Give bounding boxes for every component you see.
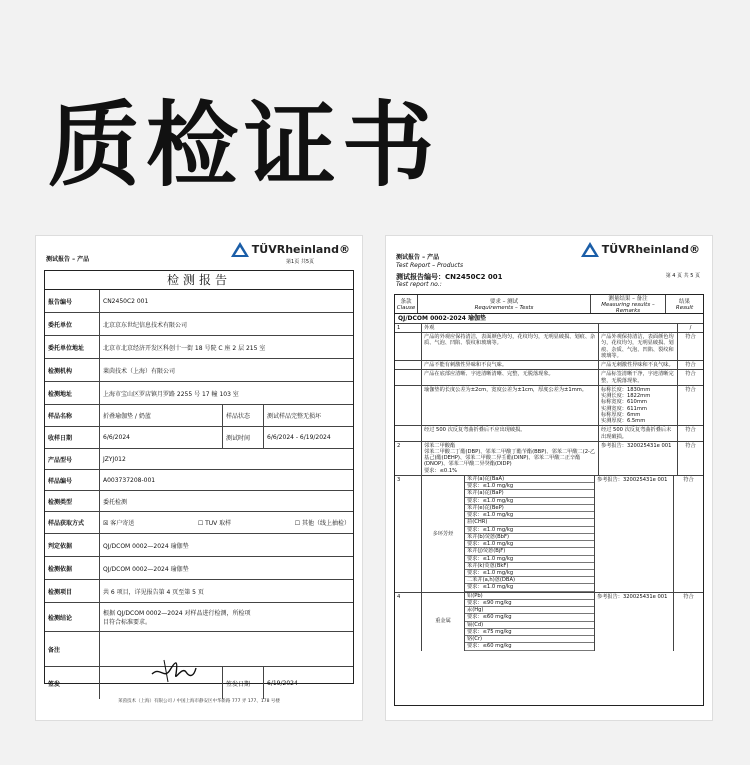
info-row: 样品编号 A003737208-001 — [45, 470, 353, 491]
info-row: 判定依据 QJ/DCOM 0002—2024 瑜伽垫 — [45, 534, 353, 557]
list-item: 要求：≤1.0 mg/kg — [465, 584, 594, 591]
info-row: 检测地址 上海市宝山区罗店镇月罗路 2255 号 17 幢 103 室 — [45, 382, 353, 405]
signature-image — [150, 656, 198, 684]
info-row: 委托单位地址 北京市北京经济开发区科创十一街 18 号院 C 座 2 层 215 室 — [45, 336, 353, 359]
info-row: 检测依据 QJ/DCOM 0002—2024 瑜伽垫 — [45, 557, 353, 580]
list-item: 苯并(j)荧蒽(BjF) — [465, 548, 594, 555]
headline-title: 质检证书 — [48, 92, 441, 199]
list-item: 要求：≤1.0 mg/kg — [465, 556, 594, 563]
method-option: ☐ TUV 取样 — [197, 520, 232, 527]
info-row: 委托单位 北京京东世纪信息技术有限公司 — [45, 313, 353, 336]
list-item: 要求：≤1.0 mg/kg — [465, 570, 594, 577]
list-item: 铬(Cr) — [465, 636, 594, 643]
list-item: 汞(Hg) — [465, 607, 594, 614]
tuv-logo — [581, 242, 700, 257]
list-item: 要求：≤90 mg/kg — [465, 600, 594, 607]
list-item: 䓛(CHR) — [465, 519, 594, 526]
tuv-logo — [231, 242, 350, 257]
table-row: 1 外观 / — [395, 324, 703, 333]
table-row: 经过 500 次反复弯曲折叠后不应出现破损。 经过 500 次反复弯曲折叠后未出现破损。 符合 — [395, 426, 703, 441]
list-item: 苯并(b)荧蒽(BbF) — [465, 534, 594, 541]
report-page-1 — [36, 236, 362, 720]
list-item: 要求：≤60 mg/kg — [465, 643, 594, 650]
table-row: 产品的外观应保持清洁，表面颜色均匀，花纹均匀，无明显破损、划痕、杂质、气泡、凹陷、裂纹和玻璃等。 产品外观保持清洁，表面颜色均匀，花纹均匀，无明显破损、划痕、杂质、气泡、凹陷、裂纹和玻璃等。 符合 — [395, 333, 703, 361]
conclusion-row: 检测结论 根据 QJ/DCOM 0002—2024 对样品进行检测，所检项目符合标准要求。 — [45, 603, 353, 632]
report-number-title: 测试报告编号：CN2450C2 001 — [396, 273, 503, 281]
table-row: 产品在底部应清晰、字迹清晰清晰、完整，无脱落现象。 产品标签清晰干净，字迹清晰完整，无脱落现象。 符合 — [395, 370, 703, 385]
table-row: 3 多环芳烃 苯并(a)芘(BaA) 要求：≤1.0 mg/kg 苯并(a)芘(BaP) 要求：≤1.0 mg/kg 苯并(e)芘(BeP) 要求：≤1.0 mg/kg 䓛(CHR) 要求：≤1.0 mg/kg 苯并(b)荧蒽(BbF) 要求：≤1.0 mg/kg 苯并(j)荧蒽(BjF) 要求：≤1.0 mg/kg 苯并(k)荧蒽(BkF) 要求：≤1.0 mg/kg 二苯并(a,h)蒽(DBA) 要求：≤1.0 mg/kg 参考报告：320025431e 001 符合 — [395, 476, 703, 593]
tuv-triangle-icon — [581, 242, 599, 257]
info-row: 报告编号 CN2450C2 001 — [45, 290, 353, 313]
list-item: 要求：≤1.0 mg/kg — [465, 512, 594, 519]
report-table — [44, 270, 354, 688]
page-number: 第 4 页 共 5 页 — [665, 273, 700, 279]
report-footer: 莱茵技术（上海）有限公司 / 中国上海市静安区中华新路 777 弄 177、178 号楼 — [118, 699, 280, 704]
info-row: 检测项目 共 6 项目，详见报告第 4 页至第 5 页 — [45, 580, 353, 603]
info-row: 产品型号 JZYJ012 — [45, 449, 353, 470]
list-item: 要求：≤1.0 mg/kg — [465, 541, 594, 548]
info-row: 检测机构 莱茵技术（上海）有限公司 — [45, 359, 353, 382]
method-row: 样品获取方式 ☒ 客户寄送 ☐ TUV 取样 ☐ 其他（线上抽检） — [45, 512, 353, 534]
brand-name: TÜVRheinland® — [601, 243, 700, 256]
remark-row: 备注 — [45, 632, 353, 667]
report-number-title-en: Test report no.: — [396, 281, 442, 288]
standard-section: QJ/DCOM 0002-2024 瑜伽垫 — [395, 314, 703, 324]
list-item: 要求：≤60 mg/kg — [465, 614, 594, 621]
report-page-4 — [386, 236, 712, 720]
results-table — [394, 294, 704, 706]
report-title: 检测报告 — [45, 271, 353, 290]
list-item: 二苯并(a,h)蒽(DBA) — [465, 577, 594, 584]
tuv-triangle-icon — [231, 242, 249, 257]
table-row: 2 邻苯二甲酸酯 邻苯二甲酸二丁酯(DBP)、邻苯二甲酸丁酯苄酯(BBP)、邻苯二甲酸二(2-乙基己)酯(DEHP)、邻苯二甲酸二异壬酯(DINP)、邻苯二甲酸二正辛酯(DNOP)、邻苯二甲酸二异癸酯(DIDP) 要求：≤0.1% 参考报告：320025431e 001 符合 — [395, 442, 703, 476]
received-row: 收样日期 6/6/2024 测试时间 6/6/2024 - 6/19/2024 — [45, 427, 353, 449]
report-header-left: 测试报告 – 产品 Test Report – Products — [396, 254, 464, 269]
report-header-left: 测试报告 – 产品 — [46, 256, 90, 263]
info-row: 检测类型 委托检测 — [45, 491, 353, 512]
method-option: ☒ 客户寄送 — [103, 520, 135, 527]
method-option: ☐ 其他（线上抽检） — [294, 520, 350, 527]
sample-row: 样品名称 折叠瑜伽垫 / 奶蓝 样品状态 测试样品完整无损坏 — [45, 405, 353, 427]
list-item: 要求：≤1.0 mg/kg — [465, 527, 594, 534]
brand-name: TÜVRheinland® — [251, 243, 350, 256]
list-item: 要求：≤1.0 mg/kg — [465, 483, 594, 490]
page-number: 第1页 共5页 — [286, 259, 314, 265]
list-item: 苯并(k)荧蒽(BkF) — [465, 563, 594, 570]
list-item: 要求：≤1.0 mg/kg — [465, 498, 594, 505]
list-item: 苯并(e)芘(BeP) — [465, 505, 594, 512]
list-item: 要求：≤75 mg/kg — [465, 629, 594, 636]
list-item: 苯并(a)芘(BaP) — [465, 490, 594, 497]
results-table-header: 条款 Clause 要求 – 测试 Requirements – Tests 测量结果 – 备注 Measuring results – Remarks 结果 Result — [395, 295, 703, 314]
sign-row: 签发 签发日期 6/19/2024 — [45, 667, 353, 699]
list-item: 苯并(a)芘(BaA) — [465, 476, 594, 483]
table-row: 瑜伽垫的长度公差为±2cm，宽度公差为±1cm，厚度公差为±1mm。 标称长度：1830mm 实测长度：1822mm 标称宽度：610mm 实测宽度：611mm 标称厚度：6mm 实测厚度：6.5mm 符合 — [395, 386, 703, 426]
list-item: 铅(Pb) — [465, 593, 594, 600]
table-row: 产品不能有刺激性异味和不良气味。 产品无刺激性异味和不良气味。 符合 — [395, 361, 703, 370]
list-item: 镉(Cd) — [465, 622, 594, 629]
table-row: 4 重金属 铅(Pb) 要求：≤90 mg/kg 汞(Hg) 要求：≤60 mg/kg 镉(Cd) 要求：≤75 mg/kg 铬(Cr) 要求：≤60 mg/kg 参考报告：320025431e 001 符合 — [397, 592, 694, 650]
